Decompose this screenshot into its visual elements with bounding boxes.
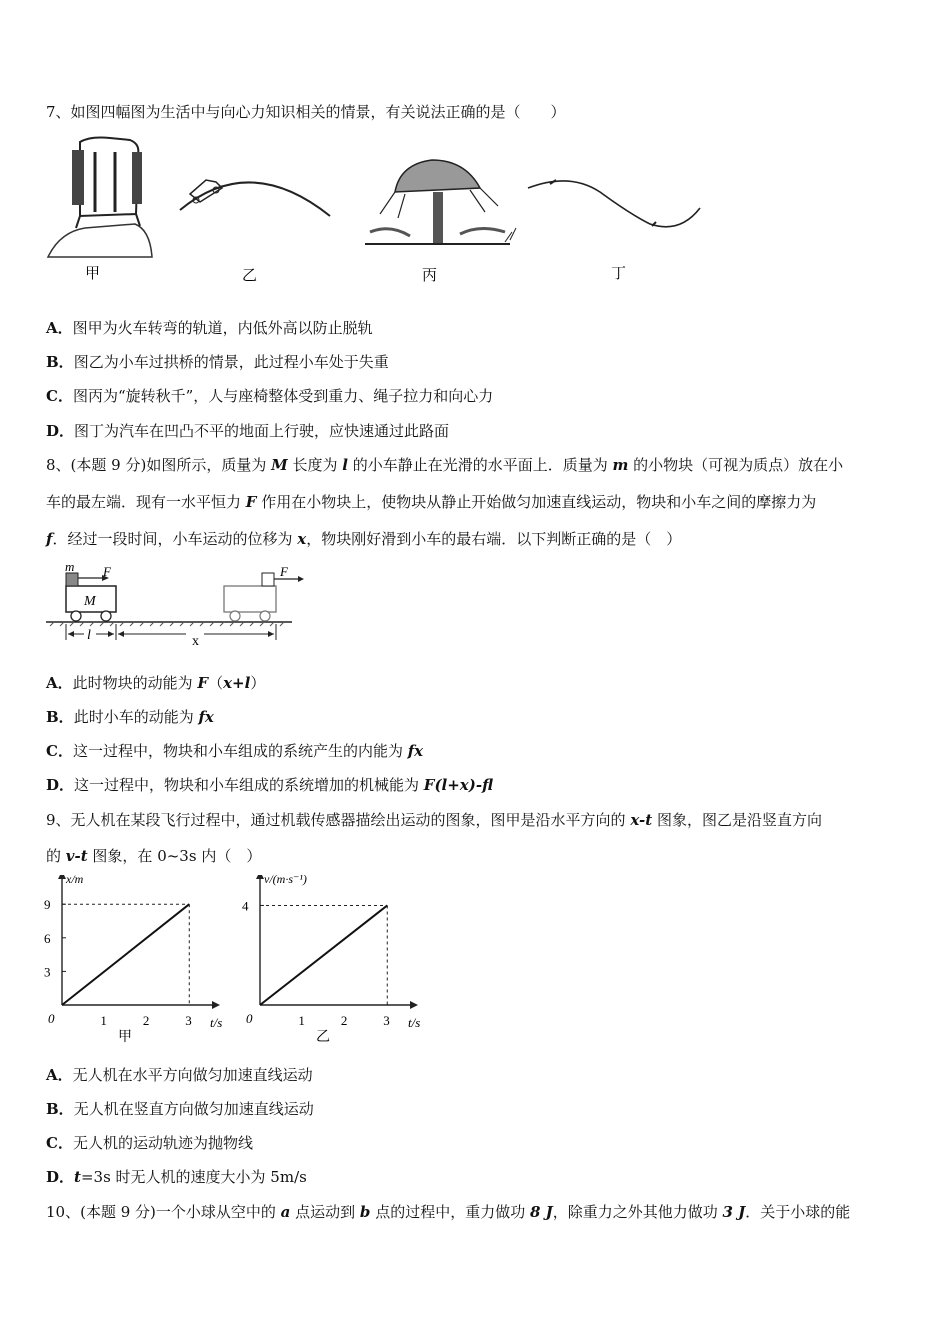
- jia-caption: 甲: [118, 1030, 132, 1045]
- q8-fig-F2: F: [280, 564, 288, 579]
- q8-option-a[interactable]: A．此时物块的动能为 F（x+l）: [46, 674, 266, 692]
- yi-xtick-1: 1: [298, 1013, 305, 1028]
- yi-y-arrow: [256, 875, 264, 879]
- q9-chart-yi: [236, 875, 426, 1050]
- yi-xtick-0: 0: [246, 1011, 253, 1026]
- q8-option-c[interactable]: C．这一过程中，物块和小车组成的系统产生的内能为 fx: [46, 742, 424, 760]
- fig-label-jia: 甲: [85, 266, 101, 282]
- q9-stem-line2: 的 v-t 图象，在 0~3s 内（ ）: [46, 847, 262, 865]
- jia-xlabel: t/s: [210, 1015, 223, 1030]
- road-figure: [505, 180, 700, 242]
- yi-ylabel: v/(m·s⁻¹): [264, 875, 307, 886]
- q7-option-b[interactable]: B．图乙为小车过拱桥的情景，此过程小车处于失重: [46, 353, 389, 371]
- q8-stem-line2: 车的最左端．现有一水平恒力 F 作用在小物块上，使物块从静止开始做匀加速直线运动，物块和小车之间的摩擦力为: [46, 493, 817, 511]
- q9-option-b[interactable]: B．无人机在竖直方向做匀加速直线运动: [46, 1100, 314, 1118]
- q8-stem-line1: 8、(本题 9 分)如图所示，质量为 M 长度为 l 的小车静止在光滑的水平面上．质量为 m 的小物块（可视为质点）放在小: [46, 456, 844, 474]
- jia-ytick-9: 9: [44, 897, 51, 913]
- yi-caption: 乙: [316, 1030, 330, 1045]
- swing-figure: [365, 160, 510, 244]
- jia-xtick-2: 2: [142, 1013, 150, 1028]
- q7-option-d[interactable]: D．图丁为汽车在凹凸不平的地面上行驶，应快速通过此路面: [46, 422, 450, 440]
- q8-fig-F1: F: [103, 564, 111, 579]
- fig-label-bing: 丙: [422, 268, 438, 284]
- yi-xlabel: t/s: [408, 1015, 421, 1030]
- q9-chart-jia: [38, 875, 228, 1050]
- q9-option-a[interactable]: A．无人机在水平方向做匀加速直线运动: [46, 1066, 313, 1084]
- train-figure: [48, 138, 152, 258]
- q8-option-d[interactable]: D．这一过程中，物块和小车组成的系统增加的机械能为 F(l+x)-fl: [46, 776, 493, 794]
- q7-stem: 7、如图四幅图为生活中与向心力知识相关的情景，有关说法正确的是（ ）: [46, 103, 566, 121]
- yi-x-arrow: [410, 1001, 418, 1009]
- q8-fig-m: m: [65, 560, 75, 574]
- q8-fig-M: M: [84, 594, 96, 609]
- fig-label-ding: 丁: [611, 266, 627, 282]
- jia-xtick-0: 0: [48, 1011, 55, 1026]
- q8-fig-x: x: [192, 634, 199, 649]
- jia-xtick-1: 1: [100, 1013, 107, 1028]
- q9-option-c[interactable]: C．无人机的运动轨迹为抛物线: [46, 1134, 253, 1152]
- q7-option-c[interactable]: C．图丙为“旋转秋千”，人与座椅整体受到重力、绳子拉力和向心力: [46, 387, 494, 405]
- q9-option-d[interactable]: D．t=3s 时无人机的速度大小为 5m/s: [46, 1168, 307, 1186]
- q8-stem-line3: f．经过一段时间，小车运动的位移为 x，物块刚好滑到小车的最右端．以下判断正确的是（ ）: [46, 530, 682, 548]
- yi-xtick-3: 3: [383, 1013, 390, 1028]
- jia-xtick-3: 3: [185, 1013, 192, 1028]
- jia-series-line: [62, 904, 189, 1005]
- q8-option-b[interactable]: B．此时小车的动能为 fx: [46, 708, 214, 726]
- fig-label-yi: 乙: [242, 268, 258, 284]
- yi-series-line: [260, 905, 387, 1005]
- q8-fig-l: l: [87, 628, 91, 643]
- q7-figures: [40, 132, 720, 292]
- q10-stem: 10、(本题 9 分)一个小球从空中的 a 点运动到 b 点的过程中，重力做功 8 J，除重力之外其他力做功 3 J．关于小球的能: [46, 1203, 851, 1221]
- jia-ylabel: x/m: [66, 875, 84, 886]
- q9-stem-line1: 9、无人机在某段飞行过程中，通过机载传感器描绘出运动的图象，图甲是沿水平方向的 x-t 图象，图乙是沿竖直方向: [46, 811, 822, 829]
- q8-figure: [44, 560, 304, 655]
- yi-ytick-4: 4: [242, 898, 249, 914]
- jia-ytick-3: 3: [44, 964, 51, 980]
- jia-y-arrow: [58, 875, 66, 879]
- jia-x-arrow: [212, 1001, 220, 1009]
- yi-xtick-2: 2: [340, 1013, 348, 1028]
- bridge-figure: [180, 180, 330, 216]
- jia-ytick-6: 6: [44, 930, 51, 946]
- q7-option-a[interactable]: A．图甲为火车转弯的轨道，内低外高以防止脱轨: [46, 319, 373, 337]
